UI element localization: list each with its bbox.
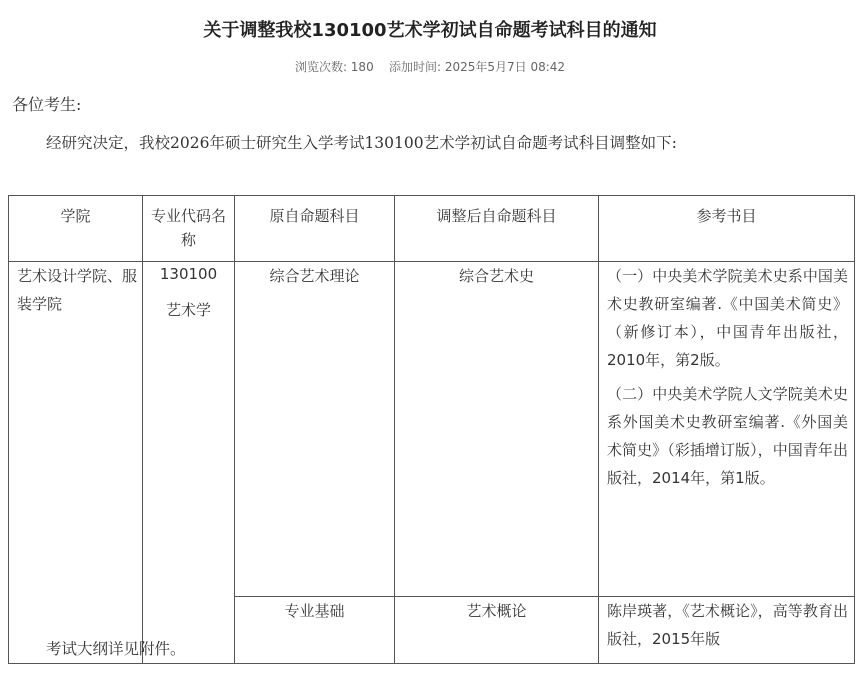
- page-title: 关于调整我校130100艺术学初试自命题考试科目的通知: [203, 20, 657, 41]
- intro-paragraph: 经研究决定，我校2026年硕士研究生入学考试130100艺术学初试自命题考试科目调整如下:: [46, 134, 677, 152]
- reference-item: （二）中央美术学院人文学院美术史系外国美术史教研室编著.《外国美术简史》（彩插增订版），中国青年出版社，2014年，第1版。: [607, 385, 848, 487]
- original-subject-cell: 综合艺术理论: [235, 262, 395, 597]
- header-adjusted-subject: 调整后自命题科目: [395, 196, 599, 262]
- footer-note: 考试大纲详见附件。: [46, 640, 186, 658]
- views-label: 浏览次数:: [294, 60, 351, 74]
- notice-meta: [0, 58, 860, 76]
- header-college: 学院: [9, 196, 143, 262]
- salutation: 各位考生:: [12, 95, 82, 114]
- table-row: [9, 262, 855, 597]
- code-name-cell: [143, 262, 235, 664]
- views-count: 180: [350, 60, 374, 74]
- subjects-table: [8, 195, 855, 664]
- major-name: 艺术学: [165, 301, 211, 319]
- references-cell: [599, 597, 855, 664]
- original-subject-cell: 专业基础: [235, 597, 395, 664]
- college-cell: 艺术设计学院、服装学院: [9, 262, 143, 664]
- adjusted-subject-cell: 艺术概论: [395, 597, 599, 664]
- reference-item: 陈岸瑛著，《艺术概论》，高等教育出版社，2015年版: [607, 602, 848, 648]
- table-header-row: [9, 196, 855, 262]
- adjusted-subject-cell: 综合艺术史: [395, 262, 599, 597]
- major-code: 130100: [159, 265, 218, 283]
- references-cell: [599, 262, 855, 597]
- header-references: 参考书目: [599, 196, 855, 262]
- header-code-name: 专业代码名称: [143, 196, 235, 262]
- header-original-subject: 原自命题科目: [235, 196, 395, 262]
- reference-item: （一）中央美术学院美术史系中国美术史教研室编著.《中国美术简史》（新修订本），中国青年出版社，2010年，第2版。: [607, 267, 848, 369]
- added-label: 添加时间:: [388, 60, 445, 74]
- added-time: 2025年5月7日 08:42: [444, 60, 566, 74]
